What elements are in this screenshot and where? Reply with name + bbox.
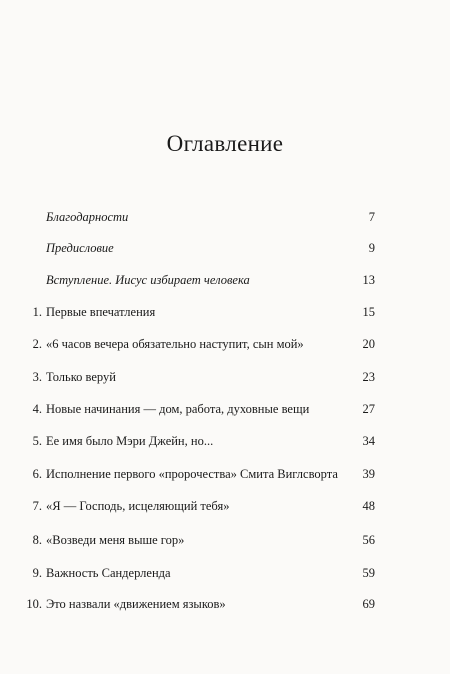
toc-entry-number: 5. — [32, 434, 42, 448]
toc-entry-title: «6 часов вечера обязательно наступит, сын мой» — [46, 337, 304, 351]
toc-entry-page: 59 — [362, 566, 375, 580]
toc-entry-title: Новые начинания — дом, работа, духовные вещи — [46, 402, 310, 416]
toc-entry-title: Первые впечатления — [46, 305, 156, 319]
toc-entry-page: 20 — [362, 337, 375, 351]
toc-entry-page: 34 — [362, 434, 375, 448]
toc-entry-page: 56 — [362, 533, 375, 547]
toc-entry-title: «Я — Господь, исцеляющий тебя» — [46, 499, 230, 513]
toc-entry-number: 6. — [32, 467, 42, 481]
toc-entry-title: Только веруй — [46, 370, 116, 384]
toc-entry-title: «Возведи меня выше гор» — [46, 533, 185, 547]
toc-entry-title: Предисловие — [46, 241, 114, 255]
toc-entry-chapter-6 — [0, 467, 450, 487]
toc-entry-chapter-9 — [0, 566, 450, 586]
toc-entry-acknowledgements — [0, 210, 450, 230]
toc-entry-page: 23 — [362, 370, 375, 384]
toc-entry-chapter-10 — [0, 597, 450, 617]
toc-entry-number: 10. — [26, 597, 42, 611]
toc-entry-page: 69 — [362, 597, 375, 611]
toc-entry-title: Это назвали «движением языков» — [46, 597, 226, 611]
toc-entry-number: 4. — [32, 402, 42, 416]
toc-entry-chapter-3 — [0, 370, 450, 390]
toc-entry-chapter-2 — [0, 337, 450, 357]
toc-entry-number: 2. — [32, 337, 42, 351]
toc-entry-number: 7. — [32, 499, 42, 513]
toc-entry-number: 1. — [32, 305, 42, 319]
toc-entry-page: 48 — [362, 499, 375, 513]
toc-entry-page: 9 — [368, 241, 375, 255]
toc-entry-chapter-7 — [0, 499, 450, 519]
toc-entry-title: Вступление. Иисус избирает человека — [46, 273, 250, 287]
page-title: Оглавление — [166, 131, 284, 156]
toc-entry-chapter-5 — [0, 434, 450, 454]
toc-entry-number: 8. — [32, 533, 42, 547]
toc-entry-title: Важность Сандерленда — [46, 566, 171, 580]
toc-entry-preface — [0, 241, 450, 261]
toc-entry-title: Исполнение первого «пророчества» Смита Виглсворта — [46, 467, 338, 481]
toc-entry-chapter-4 — [0, 402, 450, 422]
toc-entry-page: 15 — [362, 305, 375, 319]
toc-entry-page: 27 — [362, 402, 375, 416]
toc-entry-title: Благодарности — [46, 210, 129, 224]
toc-entry-number: 3. — [32, 370, 42, 384]
toc-entry-number: 9. — [32, 566, 42, 580]
toc-entry-chapter-8 — [0, 533, 450, 553]
toc-entry-page: 39 — [362, 467, 375, 481]
toc-entry-chapter-1 — [0, 305, 450, 325]
toc-entry-page: 13 — [362, 273, 375, 287]
toc-entry-title: Ее имя было Мэри Джейн, но... — [46, 434, 214, 448]
toc-entry-page: 7 — [368, 210, 375, 224]
toc-entry-introduction — [0, 273, 450, 293]
